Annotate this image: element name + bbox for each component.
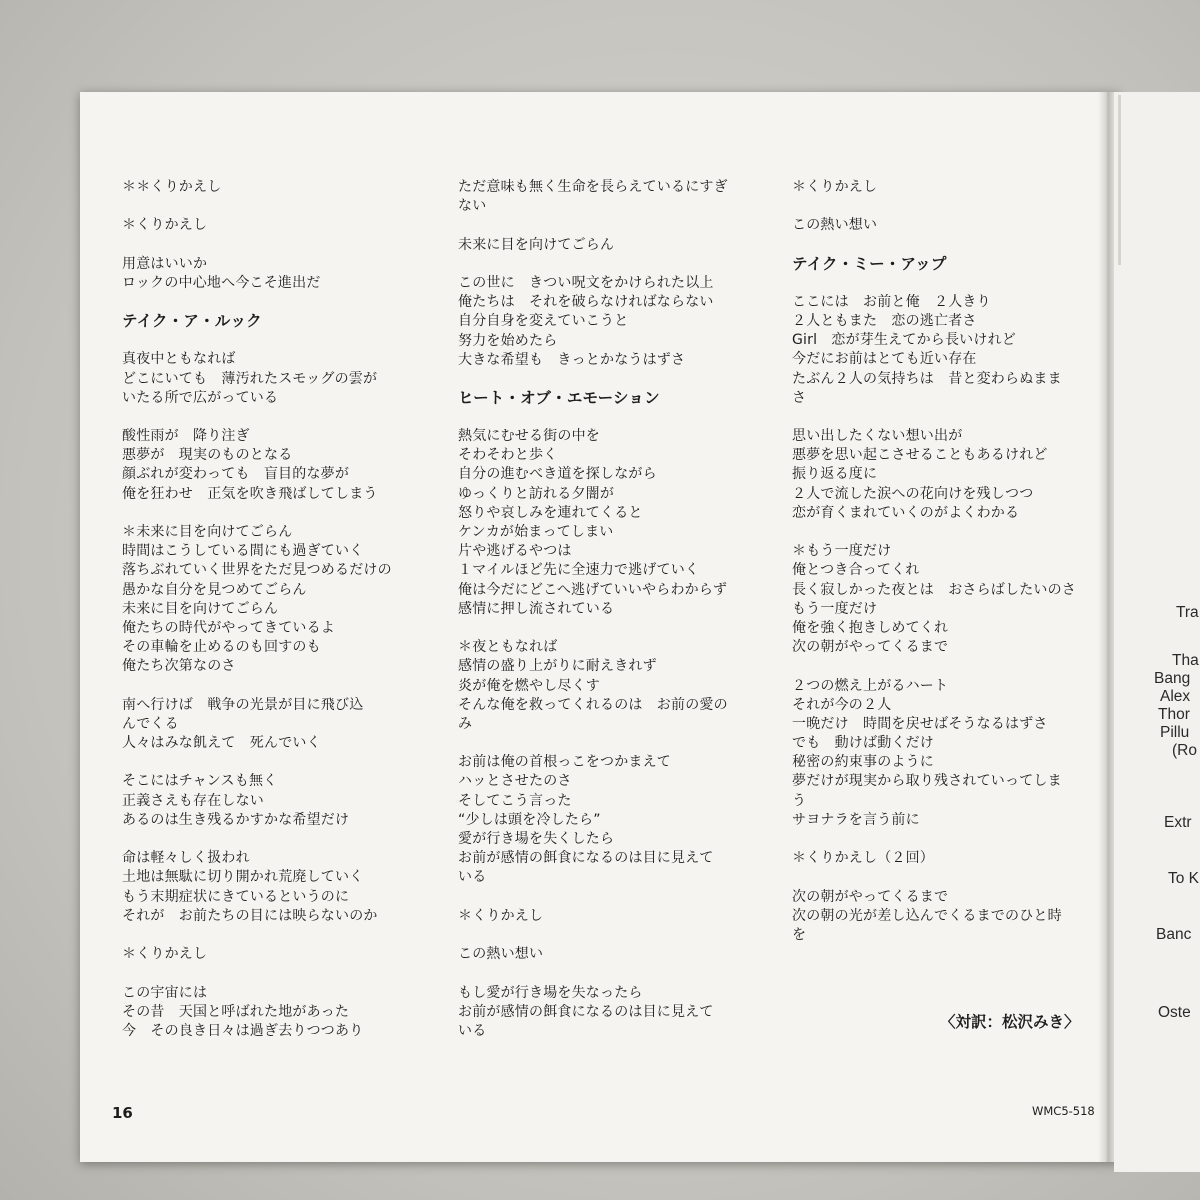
lyric-line: それが お前たちの目には映らないのか: [122, 907, 378, 924]
catalog-number: WMC5-518: [1032, 1104, 1095, 1118]
lyric-line: ない: [458, 198, 487, 215]
translation-credit: 〈対訳：松沢みき〉: [940, 1013, 1080, 1031]
lyric-line: ゆっくりと訪れる夕闇が: [458, 485, 615, 502]
lyric-line: お前が感情の餌食になるのは目に見えて: [458, 850, 714, 867]
song-title: テイク・ア・ルック: [122, 312, 262, 331]
lyric-line: 夢だけが現実から取り残されていってしま: [792, 773, 1062, 790]
stanza-gap: [122, 504, 422, 523]
right-page-fragment: Tra: [1176, 604, 1199, 621]
lyric-line: お前が感情の餌食になるのは目に見えて: [458, 1003, 714, 1020]
lyric-line: 命は軽々しく扱われ: [122, 850, 250, 867]
lyric-line: ここには お前と俺 ２人きり: [792, 293, 991, 310]
lyric-line: いる: [458, 1022, 487, 1039]
lyric-line: ＊くりかえし: [792, 179, 878, 195]
lyric-line: 怒りや哀しみを連れてくると: [458, 504, 643, 521]
lyric-line: 落ちぶれていく世界をただ見つめるだけの: [122, 562, 392, 579]
lyric-line: 片や逃げるやつは: [458, 543, 572, 560]
lyric-line: を: [792, 926, 807, 943]
lyric-line: 感情に押し流されている: [458, 600, 615, 617]
lyric-line: 真夜中ともなれば: [122, 351, 236, 368]
lyric-line: ２人ともまた 恋の逃亡者さ: [792, 312, 977, 329]
lyric-line: ロックの中心地へ今こそ進出だ: [122, 274, 321, 291]
lyric-line: 土地は無駄に切り開かれ荒廃していく: [122, 869, 364, 886]
lyric-line: み: [458, 715, 473, 732]
lyric-line: 人々はみな飢えて 死んでいく: [122, 735, 321, 752]
lyric-line: う: [792, 792, 807, 809]
right-page-fragment: To K: [1168, 870, 1200, 887]
lyric-line: 振り返る度に: [792, 466, 878, 483]
lyric-line: 悪夢を思い起こさせることもあるけれど: [792, 447, 1048, 464]
lyric-line: 用意はいいか: [122, 255, 208, 272]
lyric-line: この世に きつい呪文をかけられた以上: [458, 274, 714, 291]
song-title: ヒート・オブ・エモーション: [458, 388, 660, 407]
lyric-line: Girl 恋が芽生えてから長いけれど: [792, 332, 1016, 349]
stanza-gap: [792, 830, 1097, 849]
lyric-line: 正義さえも存在しない: [122, 792, 264, 809]
lyric-line: 自分の進むべき道を探しながら: [458, 466, 657, 483]
lyric-line: ＊未来に目を向けてごらん: [122, 524, 293, 540]
stanza-gap: [792, 408, 1097, 427]
lyric-line: ハッとさせたのさ: [458, 773, 572, 790]
lyric-line: ＊夜ともなれば: [458, 639, 558, 656]
lyric-line: ただ意味も無く生命を長らえているにすぎ: [458, 179, 728, 195]
stanza-gap: [122, 408, 422, 427]
lyric-line: 秘密の約束事のように: [792, 754, 934, 771]
lyric-line: 今だにお前はとても近い存在: [792, 351, 977, 368]
stanza-gap: [122, 677, 422, 696]
stanza-gap: [458, 216, 764, 235]
stanza-gap: [122, 926, 422, 945]
right-page-fragment: (Ro: [1172, 742, 1197, 759]
lyric-line: 努力を始めたら: [458, 332, 558, 349]
stanza-gap: [122, 197, 422, 216]
stanza-gap: [458, 255, 764, 274]
lyric-line: 長く寂しかった夜とは おさらばしたいのさ: [792, 581, 1076, 598]
lyric-line: 感情の盛り上がりに耐えきれず: [458, 658, 657, 675]
lyric-line: もし愛が行き場を失なったら: [458, 984, 643, 1001]
lyric-line: ＊くりかえし: [122, 946, 208, 963]
lyric-line: この宇宙には: [122, 984, 208, 1001]
lyric-line: 愛が行き場を失くしたら: [458, 831, 615, 847]
stanza-gap: [458, 619, 764, 638]
lyric-line: たぶん２人の気持ちは 昔と変わらぬまま: [792, 370, 1062, 387]
stanza-gap: [122, 830, 422, 849]
lyric-line: 恋が育くまれていくのがよくわかる: [792, 504, 1020, 521]
lyric-line: ＊くりかえし: [458, 907, 544, 924]
lyric-line: 次の朝の光が差し込んでくるまでのひと時: [792, 907, 1062, 924]
stanza-gap: [122, 964, 422, 983]
stanza-gap: [458, 888, 764, 907]
stanza-gap: [792, 657, 1097, 676]
lyric-line: その昔 天国と呼ばれた地があった: [122, 1003, 350, 1020]
lyric-line: 一晩だけ 時間を戻せばそうなるはずさ: [792, 715, 1048, 732]
lyric-line: そこにはチャンスも無く: [122, 773, 278, 790]
right-page-fragment: Thor: [1158, 706, 1190, 723]
lyric-line: この熱い想い: [458, 946, 544, 963]
lyric-line: “少しは頭を冷したら”: [458, 811, 601, 828]
lyric-line: んでくる: [122, 715, 179, 732]
lyric-line: 大きな希望も きっとかなうはずさ: [458, 351, 686, 368]
lyric-line: 俺を強く抱きしめてくれ: [792, 619, 949, 636]
lyric-line: さ: [792, 389, 807, 406]
lyric-line: ２つの燃え上がるハート: [792, 677, 949, 694]
lyric-line: 俺たちは それを破らなければならない: [458, 294, 714, 311]
lyrics-column-2: [458, 178, 764, 1041]
lyric-line: そしてこう言った: [458, 792, 572, 809]
lyric-line: 思い出したくない想い出が: [792, 428, 963, 445]
lyric-line: 酸性雨が 降り注ぎ: [122, 428, 250, 445]
lyric-line: ＊くりかえし: [122, 217, 208, 234]
lyric-line: そわそわと歩く: [458, 447, 558, 464]
stanza-gap: [792, 523, 1097, 542]
lyric-line: 南へ行けば 戦争の光景が目に飛び込: [122, 696, 364, 713]
lyric-line: １マイルほど先に全速力で逃げていく: [458, 562, 700, 579]
lyric-line: あるのは生き残るかすかな希望だけ: [122, 811, 350, 828]
lyric-line: それが今の２人: [792, 696, 892, 713]
lyric-line: もう一度だけ: [792, 600, 878, 617]
lyric-line: 炎が俺を燃やし尽くす: [458, 677, 600, 694]
lyric-line: 俺を狂わせ 正気を吹き飛ばしてしまう: [122, 485, 378, 502]
lyric-line: サヨナラを言う前に: [792, 811, 920, 828]
lyric-line: 次の朝がやってくるまで: [792, 888, 949, 905]
right-page-fragment: Banc: [1156, 926, 1192, 943]
lyric-line: ＊もう一度だけ: [792, 543, 892, 560]
lyric-line: 俺は今だにどこへ逃げていいやらわからず: [458, 581, 728, 598]
lyric-line: ケンカが始まってしまい: [458, 524, 614, 540]
right-page-edge: [1118, 95, 1121, 265]
lyric-line: 未来に目を向けてごらん: [122, 600, 279, 617]
lyric-line: 顔ぶれが変わっても 盲目的な夢が: [122, 466, 350, 483]
right-page-fragment: Bang: [1154, 670, 1191, 687]
stanza-gap: [792, 197, 1097, 216]
lyrics-column-1: [122, 178, 422, 1041]
stanza-gap: [792, 868, 1097, 887]
lyric-line: ＊くりかえし（２回）: [792, 850, 934, 867]
lyric-line: そんな俺を救ってくれるのは お前の愛の: [458, 696, 728, 713]
page-number: 16: [112, 1104, 133, 1122]
lyric-line: その車輪を止めるのも回すのも: [122, 639, 321, 656]
right-page-fragment: Oste: [1158, 1004, 1191, 1021]
lyric-line: 未来に目を向けてごらん: [458, 236, 615, 253]
lyric-line: 今 その良き日々は過ぎ去りつつあり: [122, 1022, 364, 1039]
lyric-line: 俺とつき合ってくれ: [792, 562, 920, 579]
lyric-line: この熱い想い: [792, 217, 878, 234]
lyrics-column-3: [792, 178, 1097, 945]
stanza-gap: [122, 236, 422, 255]
lyric-line: ２人で流した涙への花向けを残しつつ: [792, 485, 1034, 502]
lyric-line: でも 動けば動くだけ: [792, 735, 934, 752]
song-title: テイク・ミー・アップ: [792, 254, 947, 273]
lyric-line: 時間はこうしている間にも過ぎていく: [122, 543, 364, 560]
lyric-line: 愚かな自分を見つめてごらん: [122, 581, 307, 598]
right-page-fragment: Alex: [1160, 688, 1191, 705]
lyric-line: 次の朝がやってくるまで: [792, 639, 949, 656]
lyric-line: お前は俺の首根っこをつかまえて: [458, 754, 671, 771]
lyric-line: 熱気にむせる街の中を: [458, 428, 600, 445]
lyric-line: 自分自身を変えていこうと: [458, 313, 629, 330]
lyric-line: いたる所で広がっている: [122, 389, 279, 406]
lyric-line: いる: [458, 869, 487, 886]
right-page-fragment: Pillu: [1160, 724, 1190, 741]
lyric-line: もう末期症状にきているというのに: [122, 888, 350, 905]
stanza-gap: [458, 964, 764, 983]
lyric-line: 俺たち次第なのさ: [122, 658, 236, 675]
stanza-gap: [458, 734, 764, 753]
lyric-line: どこにいても 薄汚れたスモッグの雲が: [122, 370, 378, 387]
lyric-line: 俺たちの時代がやってきているよ: [122, 619, 335, 636]
lyric-line: 悪夢が 現実のものとなる: [122, 447, 293, 464]
stanza-gap: [458, 926, 764, 945]
lyric-line: ＊＊くりかえし: [122, 179, 222, 195]
right-page-fragment: Extr: [1164, 814, 1192, 831]
stanza-gap: [122, 753, 422, 772]
right-page-fragment: Tha: [1172, 652, 1199, 669]
